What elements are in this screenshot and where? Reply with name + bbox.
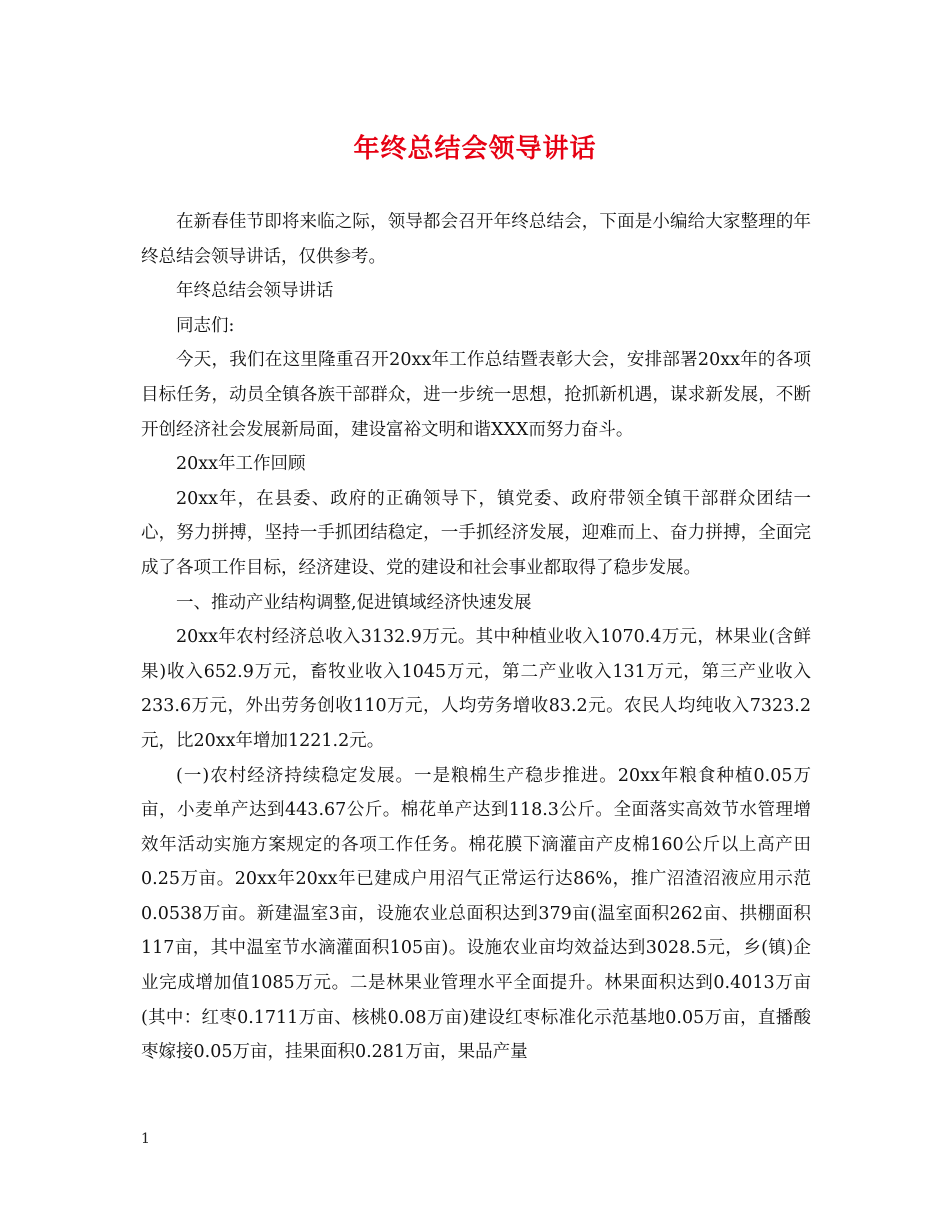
agriculture-paragraph: (一)农村经济持续稳定发展。一是粮棉生产稳步推进。20xx年粮食种植0.05万亩，小麦单产达到443.67公斤。棉花单产达到118.3公斤。全面落实高效节水管理增效年活动实施方案规定的各项工作任务。棉花膜下滴灌亩产皮棉160公斤以上高产田0.25万亩。20xx年20xx年已建成户用沼气正常运行达86%，推广沼渣沼液应用示范0.0538万亩。新建温室3亩，设施农业总面积达到379亩(温室面积262亩、拱棚面积117亩，其中温室节水滴灌面积105亩)。设施农业亩均效益达到3028.5元，乡(镇)企业完成增加值1085万元。二是林果业管理水平全面提升。林果面积达到0.4013万亩(其中：红枣0.1711万亩、核桃0.08万亩)建设红枣标准化示范基地0.05万亩，直播酸枣嫁接0.05万亩，挂果面积0.281万亩，果品产量 — [141, 765, 811, 1063]
intro-paragraph: 在新春佳节即将来临之际，领导都会召开年终总结会，下面是小编给大家整理的年终总结会领导讲话，仅供参考。 — [141, 212, 811, 267]
page-number: 1 — [141, 1131, 150, 1147]
opening-paragraph: 今天，我们在这里隆重召开20xx年工作总结暨表彰大会，安排部署20xx年的各项目标任务，动员全镇各族干部群众，进一步统一思想，抢抓新机遇，谋求新发展，不断开创经济社会发展新局面，建设富裕文明和谐XXX而努力奋斗。 — [141, 350, 811, 440]
review-paragraph: 20xx年，在县委、政府的正确领导下，镇党委、政府带领全镇干部群众团结一心，努力拼搏，坚持一手抓团结稳定，一手抓经济发展，迎难而上、奋力拼搏，全面完成了各项工作目标，经济建设、党的建设和社会事业都取得了稳步发展。 — [141, 488, 811, 578]
document-body — [141, 205, 811, 1070]
subsection-heading: 一、推动产业结构调整,促进镇域经济快速发展 — [176, 592, 532, 613]
section-heading: 年终总结会领导讲话 — [176, 281, 334, 302]
income-paragraph: 20xx年农村经济总收入3132.9万元。其中种植业收入1070.4万元，林果业(含鲜果)收入652.9万元，畜牧业收入1045万元，第二产业收入131万元，第三产业收入233.6万元，外出劳务创收110万元，人均劳务增收83.2元。农民人均纯收入7323.2元，比20xx年增加1221.2元。 — [141, 627, 811, 751]
review-heading: 20xx年工作回顾 — [176, 454, 306, 475]
salutation: 同志们: — [176, 315, 235, 336]
document-title: 年终总结会领导讲话 — [353, 134, 597, 164]
